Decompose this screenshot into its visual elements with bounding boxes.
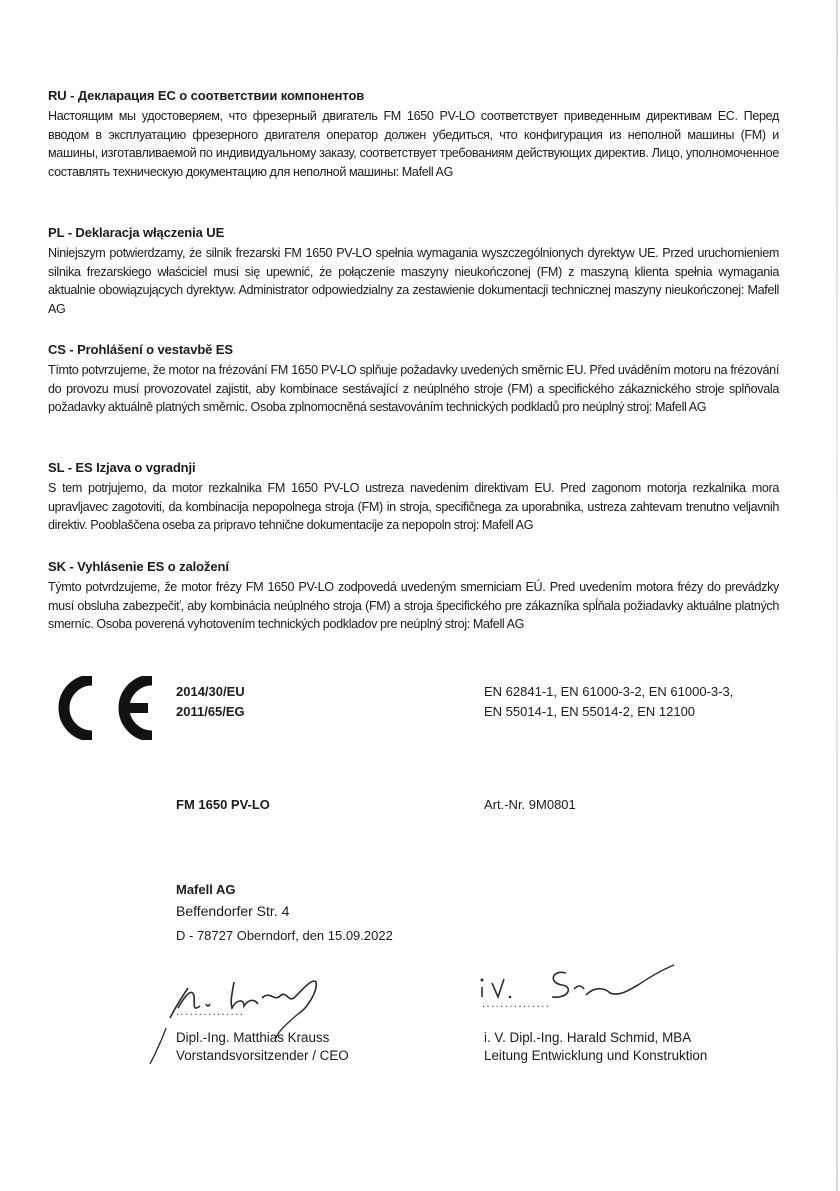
section-pl [48,225,779,318]
section-heading: CS - Prohlášení o vestavbě ES [48,342,233,357]
signatory-right-title: Leitung Entwicklung und Konstruktion [484,1048,708,1063]
company-street: Beffendorfer Str. 4 [176,903,290,919]
section-heading: RU - Декларация ЕС о соответствии компонентов [48,88,365,103]
signatory-right-name: i. V. Dipl.-Ing. Harald Schmid, MBA [484,1030,692,1045]
section-text: Niniejszym potwierdzamy, że silnik frezarski FM 1650 PV-LO spełnia wymagania wyszczególnionych dyrektyw UE. Przed uruchomieniem silnika frezarskiego właściciel musi się upewnić, że połączenie maszyny nieukończonej (FM) z maszyną klienta spełnia wymagania aktualnie obowiązujących dyrektyw. Administrator odpowiedzialny za zestawienie dokumentacji technicznej maszyny nieukończonej: Mafell AG [48,246,779,316]
section-text: S tem potrjujemo, da motor rezkalnika FM 1650 PV-LO ustreza navedenim direktivam EU. Pred zagonom motorja rezkalnika mora upravljavec zagotoviti, da kombinacija nepopolnega stroja (FM) in stroja, specifičnega za uporabnika, ustreza zahtevam trenutno veljavnih direktiv. Pooblaščena oseba za pripravo tehnične dokumentacije za nepopoln stroj: Mafell AG [48,481,779,533]
section-heading: PL - Deklaracja włączenia UE [48,225,225,240]
company-name: Mafell AG [176,882,236,897]
article-number: Art.-Nr. 9M0801 [484,797,576,812]
section-heading: SK - Vyhlásenie ES o založení [48,559,229,574]
standards-line-1: EN 62841-1, EN 61000-3-2, EN 61000-3-3, [484,684,734,699]
section-text: Настоящим мы удостоверяем, что фрезерный двигатель FM 1650 PV-LO соответствует приведенным директивам ЕС. Перед вводом в эксплуатацию фрезерного двигателя оператор должен убедиться, что конфигурация из неполной машины (FM) и машины, изготавливаемой по индивидуальному заказу, соответствует требованиям действующих директив. Лицо, уполномоченное составлять техническую документацию для неполной машины: Mafell AG [48,109,779,179]
signature-line-right: ............... [482,998,551,1010]
directive-emc: 2014/30/EU [176,684,245,699]
signatory-left-name: Dipl.-Ing. Matthias Krauss [176,1030,330,1045]
section-heading: SL - ES Izjava o vgradnji [48,460,196,475]
signatory-left-title: Vorstandsvorsitzender / CEO [176,1048,349,1063]
section-sk [48,559,779,634]
ce-mark-icon [48,676,160,740]
section-cs [48,342,779,417]
company-city-date: D - 78727 Oberndorf, den 15.09.2022 [176,928,393,943]
section-text: Tímto potvrzujeme, že motor na frézování FM 1650 PV-LO splňuje požadavky uvedených směrnic EU. Před uváděním motoru na frézování do provozu musí provozovatel zajistit, aby kombinace sestávající z neúplného stroje (FM) a specifického zákaznického stroje splňovala požadavky aktuálně platných směrnic. Osoba zplnomocněná sestavováním technických podkladů pro neúplný stroj: Mafell AG [48,363,779,415]
section-text: Týmto potvrdzujeme, že motor frézy FM 1650 PV-LO zodpovedá uvedeným smerniciam EÚ. Pred uvedením motora frézy do prevádzky musí obsluha zabezpečiť, aby kombinácia neúplného stroja (FM) a stroja špecifického pre zákazníka spĺňala požiadavky aktuálne platných smerníc. Osoba poverená vyhotovením technických podkladov pre neúplný stroj: Mafell AG [48,580,779,632]
product-name: FM 1650 PV-LO [176,797,270,812]
section-sl [48,460,779,535]
standards-line-2: EN 55014-1, EN 55014-2, EN 12100 [484,704,696,719]
scan-edge [836,0,838,1191]
section-ru [48,88,779,181]
directive-rohs: 2011/65/EG [176,704,245,719]
signature-line-left: ............... [176,1006,245,1018]
